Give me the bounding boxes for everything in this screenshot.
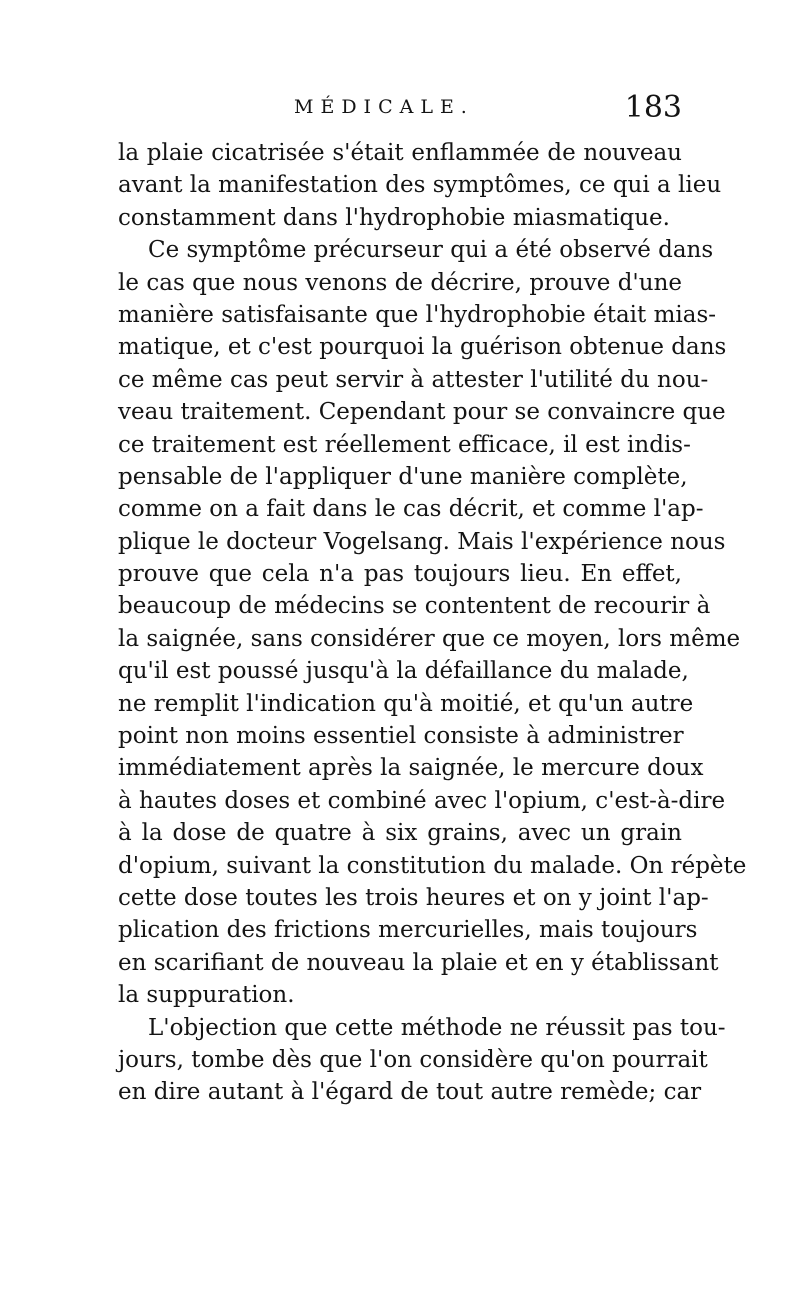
text-line: qu'il est poussé jusqu'à la défaillance du malade, [118,658,689,685]
text-line: comme on a fait dans le cas décrit, et comme l'ap- [118,496,704,523]
text-line: avant la manifestation des symptômes, ce qui a lieu [118,172,722,199]
text-line: constamment dans l'hydrophobie miasmatique. [118,204,670,231]
text-line: plication des frictions mercurielles, mais toujours [118,917,698,944]
text-line: ne remplit l'indication qu'à moitié, et qu'un autre [118,690,694,717]
text-line: cette dose toutes les trois heures et on y joint l'ap- [118,884,709,911]
text-line: ce même cas peut servir à attester l'utilité du nou- [118,366,709,393]
text-line: en scarifiant de nouveau la plaie et en y établissant [118,949,719,976]
text-line: d'opium, suivant la constitution du malade. On répète [118,852,747,879]
text-line: à hautes doses et combiné avec l'opium, c'est-à-dire [118,787,726,814]
text-line: en dire autant à l'égard de tout autre remède; car [118,1079,702,1106]
text-line: la plaie cicatrisée s'était enflammée de nouveau [118,140,682,166]
text-line: pensable de l'appliquer d'une manière complète, [118,463,688,490]
text-line: veau traitement. Cependant pour se convaincre que [118,399,726,426]
text-line: matique, et c'est pourquoi la guérison obtenue dans [118,334,727,361]
text-line: beaucoup de médecins se contentent de recourir à [118,593,711,620]
text-line: prouve que cela n'a pas toujours lieu. En effet, [118,561,682,588]
text-line: L'objection que cette méthode ne réussit pas tou- [148,1014,726,1041]
text-line: le cas que nous venons de décrire, prouve d'une [118,269,682,296]
text-line: manière satisfaisante que l'hydrophobie était mias- [118,301,717,328]
text-line: immédiatement après la saignée, le mercure doux [118,755,704,782]
paragraph-1 [118,137,722,234]
running-title: MÉDICALE. [294,96,474,118]
text-line: ce traitement est réellement efficace, il est indis- [118,431,691,458]
text-line: la suppuration. [118,982,295,1009]
paragraph-3 [118,1012,726,1109]
text-line: jours, tombe dès que l'on considère qu'on pourrait [118,1046,708,1073]
text-line: la saignée, sans considérer que ce moyen, lors même [118,625,741,652]
paragraph-2 [118,234,747,1011]
text-line: plique le docteur Vogelsang. Mais l'expérience nous [118,528,726,555]
running-header [118,90,682,126]
body-text [118,137,747,1109]
text-line: à la dose de quatre à six grains, avec un grain [118,820,682,847]
page-number: 183 [624,90,682,125]
text-line: point non moins essentiel consiste à administrer [118,723,684,750]
text-line: Ce symptôme précurseur qui a été observé dans [148,237,714,264]
